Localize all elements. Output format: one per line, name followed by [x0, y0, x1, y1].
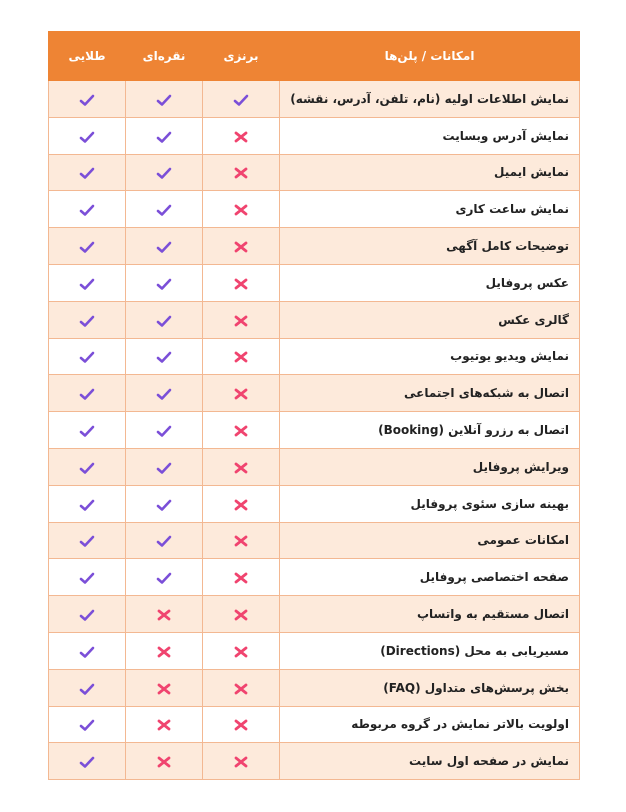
gold-cell	[49, 485, 126, 522]
cross-icon	[156, 645, 172, 659]
bronze-cell	[203, 191, 280, 228]
table-row	[49, 81, 580, 118]
check-icon	[79, 461, 95, 475]
cross-icon	[233, 608, 249, 622]
bronze-cell	[203, 706, 280, 743]
cross-icon	[156, 608, 172, 622]
feature-label: بخش پرسش‌های متداول (FAQ)	[280, 669, 580, 706]
bronze-cell	[203, 301, 280, 338]
gold-cell	[49, 559, 126, 596]
header-gold: طلایی	[49, 32, 126, 81]
bronze-cell	[203, 154, 280, 191]
table-row	[49, 669, 580, 706]
gold-cell	[49, 81, 126, 118]
check-icon	[156, 277, 172, 291]
bronze-cell	[203, 81, 280, 118]
bronze-cell	[203, 632, 280, 669]
table-row	[49, 485, 580, 522]
bronze-cell	[203, 743, 280, 780]
table-row	[49, 448, 580, 485]
silver-cell	[126, 117, 203, 154]
header-bronze: برنزی	[203, 32, 280, 81]
gold-cell	[49, 669, 126, 706]
gold-cell	[49, 301, 126, 338]
silver-cell	[126, 743, 203, 780]
feature-label: نمایش در صفحه اول سایت	[280, 743, 580, 780]
table-row	[49, 706, 580, 743]
table-row	[49, 191, 580, 228]
bronze-cell	[203, 448, 280, 485]
table-row	[49, 338, 580, 375]
cross-icon	[233, 461, 249, 475]
cross-icon	[233, 314, 249, 328]
silver-cell	[126, 485, 203, 522]
check-icon	[233, 93, 249, 107]
feature-label: بهینه سازی سئوی پروفایل	[280, 485, 580, 522]
silver-cell	[126, 228, 203, 265]
silver-cell	[126, 632, 203, 669]
table-row	[49, 228, 580, 265]
gold-cell	[49, 632, 126, 669]
bronze-cell	[203, 412, 280, 449]
cross-icon	[233, 277, 249, 291]
feature-label: صفحه اختصاصی پروفایل	[280, 559, 580, 596]
header-silver: نقره‌ای	[126, 32, 203, 81]
check-icon	[156, 314, 172, 328]
cross-icon	[233, 240, 249, 254]
feature-label: امکانات عمومی	[280, 522, 580, 559]
plans-comparison-table-wrap	[48, 31, 580, 780]
table-row	[49, 264, 580, 301]
feature-label: اتصال مستقیم به واتساپ	[280, 596, 580, 633]
cross-icon	[233, 130, 249, 144]
check-icon	[79, 682, 95, 696]
cross-icon	[233, 755, 249, 769]
cross-icon	[233, 203, 249, 217]
feature-label: مسیریابی به محل (Directions)	[280, 632, 580, 669]
bronze-cell	[203, 559, 280, 596]
gold-cell	[49, 154, 126, 191]
cross-icon	[233, 718, 249, 732]
header-features: امکانات / پلن‌ها	[280, 32, 580, 81]
table-row	[49, 375, 580, 412]
check-icon	[79, 93, 95, 107]
check-icon	[79, 498, 95, 512]
cross-icon	[233, 645, 249, 659]
silver-cell	[126, 669, 203, 706]
check-icon	[156, 240, 172, 254]
check-icon	[156, 461, 172, 475]
check-icon	[156, 166, 172, 180]
cross-icon	[156, 755, 172, 769]
table-row	[49, 743, 580, 780]
gold-cell	[49, 264, 126, 301]
check-icon	[156, 571, 172, 585]
check-icon	[156, 130, 172, 144]
check-icon	[79, 718, 95, 732]
bronze-cell	[203, 338, 280, 375]
check-icon	[79, 534, 95, 548]
table-header	[49, 32, 580, 81]
gold-cell	[49, 448, 126, 485]
silver-cell	[126, 338, 203, 375]
silver-cell	[126, 191, 203, 228]
check-icon	[156, 387, 172, 401]
silver-cell	[126, 559, 203, 596]
cross-icon	[233, 387, 249, 401]
silver-cell	[126, 596, 203, 633]
table-row	[49, 632, 580, 669]
plans-comparison-table	[48, 31, 580, 780]
check-icon	[79, 755, 95, 769]
check-icon	[79, 571, 95, 585]
gold-cell	[49, 706, 126, 743]
table-row	[49, 412, 580, 449]
table-body	[49, 81, 580, 780]
feature-label: اولویت بالاتر نمایش در گروه مربوطه	[280, 706, 580, 743]
gold-cell	[49, 228, 126, 265]
bronze-cell	[203, 669, 280, 706]
feature-label: نمایش ویدیو یوتیوب	[280, 338, 580, 375]
silver-cell	[126, 81, 203, 118]
gold-cell	[49, 338, 126, 375]
check-icon	[156, 424, 172, 438]
bronze-cell	[203, 522, 280, 559]
check-icon	[79, 203, 95, 217]
table-row	[49, 117, 580, 154]
check-icon	[79, 240, 95, 254]
bronze-cell	[203, 264, 280, 301]
check-icon	[79, 166, 95, 180]
gold-cell	[49, 117, 126, 154]
cross-icon	[233, 424, 249, 438]
table-row	[49, 301, 580, 338]
check-icon	[79, 350, 95, 364]
check-icon	[79, 387, 95, 401]
table-row	[49, 559, 580, 596]
feature-label: نمایش ایمیل	[280, 154, 580, 191]
bronze-cell	[203, 485, 280, 522]
cross-icon	[156, 718, 172, 732]
silver-cell	[126, 706, 203, 743]
cross-icon	[233, 498, 249, 512]
table-row	[49, 154, 580, 191]
silver-cell	[126, 154, 203, 191]
check-icon	[156, 203, 172, 217]
gold-cell	[49, 522, 126, 559]
silver-cell	[126, 448, 203, 485]
silver-cell	[126, 522, 203, 559]
gold-cell	[49, 375, 126, 412]
silver-cell	[126, 375, 203, 412]
cross-icon	[233, 166, 249, 180]
cross-icon	[233, 682, 249, 696]
table-row	[49, 522, 580, 559]
header-row	[49, 32, 580, 81]
check-icon	[79, 130, 95, 144]
cross-icon	[233, 571, 249, 585]
check-icon	[79, 314, 95, 328]
feature-label: نمایش ساعت کاری	[280, 191, 580, 228]
cross-icon	[156, 682, 172, 696]
silver-cell	[126, 264, 203, 301]
feature-label: ویرایش پروفایل	[280, 448, 580, 485]
feature-label: اتصال به شبکه‌های اجتماعی	[280, 375, 580, 412]
check-icon	[79, 608, 95, 622]
check-icon	[79, 424, 95, 438]
check-icon	[79, 645, 95, 659]
feature-label: اتصال به رزرو آنلاین (Booking)	[280, 412, 580, 449]
silver-cell	[126, 412, 203, 449]
table-row	[49, 596, 580, 633]
gold-cell	[49, 596, 126, 633]
gold-cell	[49, 743, 126, 780]
bronze-cell	[203, 596, 280, 633]
bronze-cell	[203, 375, 280, 412]
bronze-cell	[203, 117, 280, 154]
cross-icon	[233, 534, 249, 548]
check-icon	[156, 534, 172, 548]
silver-cell	[126, 301, 203, 338]
feature-label: نمایش آدرس وبسایت	[280, 117, 580, 154]
check-icon	[156, 350, 172, 364]
check-icon	[156, 93, 172, 107]
feature-label: نمایش اطلاعات اولیه (نام، تلفن، آدرس، نقشه)	[280, 81, 580, 118]
cross-icon	[233, 350, 249, 364]
feature-label: گالری عکس	[280, 301, 580, 338]
feature-label: عکس پروفایل	[280, 264, 580, 301]
gold-cell	[49, 412, 126, 449]
check-icon	[79, 277, 95, 291]
gold-cell	[49, 191, 126, 228]
feature-label: توضیحات کامل آگهی	[280, 228, 580, 265]
bronze-cell	[203, 228, 280, 265]
check-icon	[156, 498, 172, 512]
